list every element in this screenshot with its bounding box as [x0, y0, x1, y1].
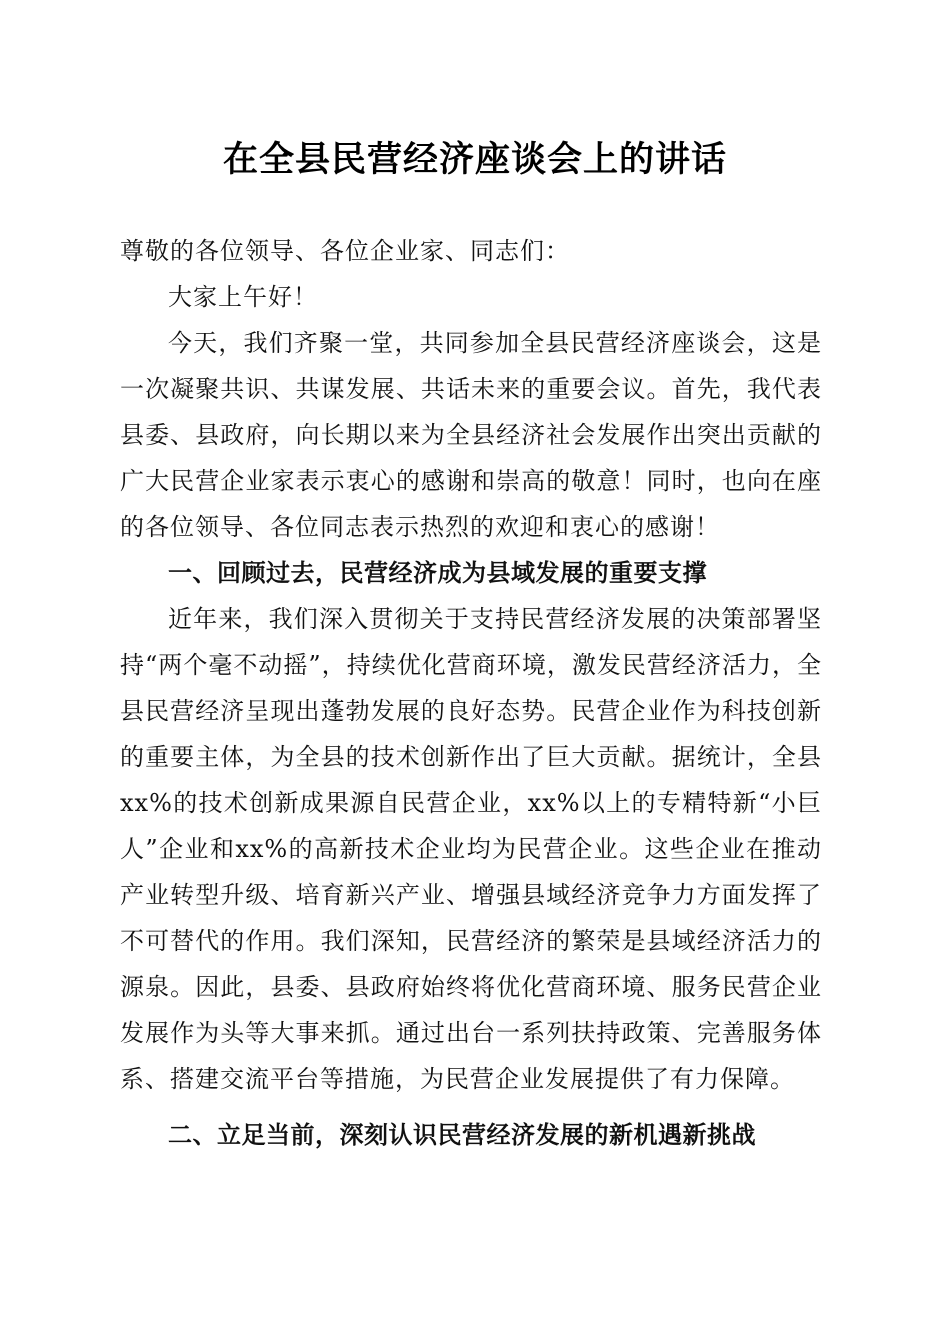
- section-heading-2: 二、立足当前，深刻认识民营经济发展的新机遇新挑战: [168, 1121, 756, 1149]
- greeting: 大家上午好！: [168, 283, 318, 311]
- intro-paragraph: 今天，我们齐聚一堂，共同参加全县民营经济座谈会，这是一次凝聚共识、共谋发展、共话未来的重要会议。首先，我代表县委、县政府，向长期以来为全县经济社会发展作出突出贡献的广大民营企业家表示衷心的感谢和崇高的敬意！同时，也向在座的各位领导、各位同志表示热烈的欢迎和衷心的感谢！: [120, 329, 822, 541]
- salutation: 尊敬的各位领导、各位企业家、同志们：: [120, 237, 570, 265]
- section-paragraph-1: 近年来，我们深入贯彻关于支持民营经济发展的决策部署坚持“两个毫不动摇”，持续优化营商环境，激发民营经济活力，全县民营经济呈现出蓬勃发展的良好态势。民营企业作为科技创新的重要主体，为全县的技术创新作出了巨大贡献。据统计，全县xx%的技术创新成果源自民营企业，xx%以上的专精特新“小巨人”企业和xx%的高新技术企业均为民营企业。这些企业在推动产业转型升级、培育新兴产业、增强县域经济竞争力方面发挥了不可替代的作用。我们深知，民营经济的繁荣是县域经济活力的源泉。因此，县委、县政府始终将优化营商环境、服务民营企业发展作为头等大事来抓。通过出台一系列扶持政策、完善服务体系、搭建交流平台等措施，为民营企业发展提供了有力保障。: [120, 605, 822, 1093]
- document-title: 在全县民营经济座谈会上的讲话: [222, 139, 727, 180]
- document-body: [120, 228, 822, 1158]
- section-heading-1: 一、回顾过去，民营经济成为县域发展的重要支撑: [168, 559, 707, 587]
